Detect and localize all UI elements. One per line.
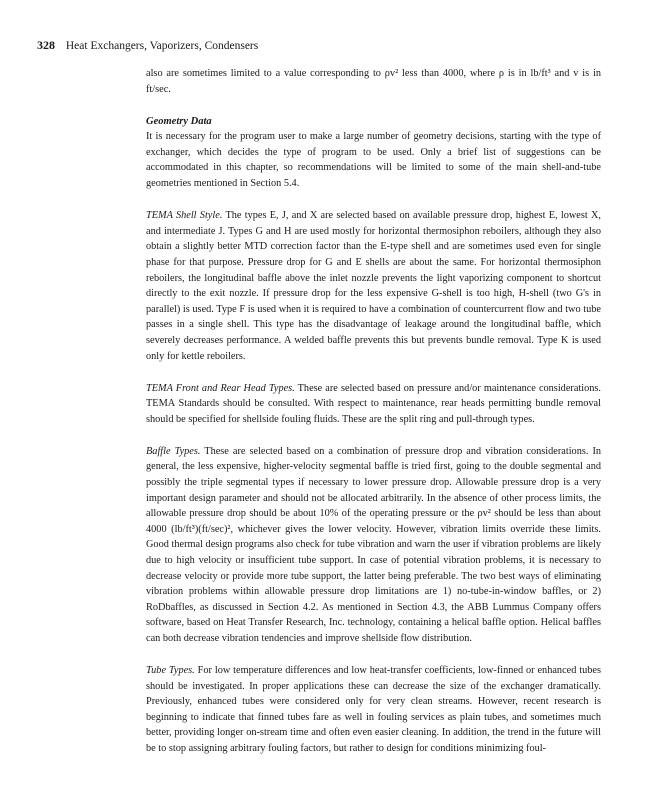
intro-paragraph: also are sometimes limited to a value corresponding to ρv² less than 4000, where ρ is in lb/ft³ and v is in ft/sec. — [146, 68, 601, 95]
page-number: 328 — [37, 38, 55, 52]
baffle-body: These are selected based on a combination of pressure drop and vibration considerations. In general, the less expensive, higher-velocity segmental baffle is tried first, going to the double segmental and possibly the triple segmental types if necessary to lower pressure drop. Allowable pressure drop is a very important design parameter and should not be allocated arbitrarily. In the absence of other process limits, the allowable pressure drop should be about 10% of the operating pressure or the ρv² should be less than about 4000 (lb/ft³)(ft/sec)², whichever gives the lower velocity. However, vibration limits override these limits. Good thermal design programs also check for tube vibration and warn the user if vibration problems are likely due to high velocity or insufficient tube support. In case of potential vibration problems, it is necessary to decrease velocity or provide more tube support, the latter being preferable. The two best ways of eliminating vibration problems within allowable pressure drop limitations are 1) no-tube-in-window baffles, or 2) RoDbaffles, as discussed in Section 4.2. As mentioned in Section 4.3, the ABB Lummus Company offers software, based on Heat Transfer Research, Inc. technology, containing a helical baffle option. Helical baffles can both decrease vibration tendencies and improve shellside flow distribution. — [146, 445, 602, 644]
geometry-section — [146, 114, 601, 192]
section-heading: Geometry Data — [146, 115, 212, 127]
geometry-paragraph: It is necessary for the program user to make a large number of geometry decisions, starting with the type of exchanger, which decides the type of program to be used. Only a brief list of suggestions can be accommodated in this chapter, so recommendations will be limited to some of the main shell-and-tube geometries mentioned in Section 5.4. — [146, 131, 601, 190]
tema-heads-paragraph — [146, 381, 601, 428]
tube-body: For low temperature differences and low heat-transfer coefficients, low-finned or enhanced tubes should be investigated. In proper applications these can decrease the size of the exchanger dramatically. Previously, enhanced tubes were considered only for very clean streams. However, recent research is beginning to indicate that finned tubes fare as well in fouling services as plain tubes, and sometimes much better, providing longer on-stream time and often even easier cleaning. In addition, the trend in the future will be to stop assigning arbitrary fouling factors, but rather to design for conditions minimizing foul- — [146, 665, 601, 755]
tema-shell-paragraph — [146, 208, 601, 364]
tema-shell-body: The types E, J, and X are selected based on available pressure drop, highest E, lowest X, and intermediate J. Types G and H are used mostly for horizontal thermosiphon reboilers, although they also obtain a slightly better MTD correction factor than the E-type shell and are sometimes used even for single phase for that purpose. Pressure drop for G and E shells are about the same. For horizontal thermosiphon reboilers, the longitudinal baffle above the inlet nozzle prevents the light vaporizing component to shortcut directly to the exit nozzle. If pressure drop for the less expensive G-shell is too high, H-shell (two G's in parallel) is used. Type F is used when it is required to have a combination of countercurrent flow and two tube passes in a single shell. This type has the disadvantage of leakage around the longitudinal baffle, which severely decreases performance. A welded baffle prevents this but prevents bundle removal. Type K is used only for kettle reboilers. — [146, 210, 601, 362]
tema-heads-body: These are selected based on pressure and/or maintenance considerations. TEMA Standards should be consulted. With respect to maintenance, rear heads permitting bundle removal should be specified for shellside fouling fluids. These are the split ring and pull-through types. — [146, 382, 601, 425]
page-header — [37, 38, 258, 53]
page-body — [146, 66, 601, 773]
tema-shell-lead: TEMA Shell Style. — [146, 210, 223, 222]
tube-paragraph — [146, 663, 601, 757]
tube-lead: Tube Types. — [146, 665, 195, 677]
tema-heads-lead: TEMA Front and Rear Head Types. — [146, 382, 295, 394]
baffle-paragraph — [146, 444, 601, 647]
baffle-lead: Baffle Types. — [146, 445, 201, 457]
running-title: Heat Exchangers, Vaporizers, Condensers — [65, 40, 259, 52]
